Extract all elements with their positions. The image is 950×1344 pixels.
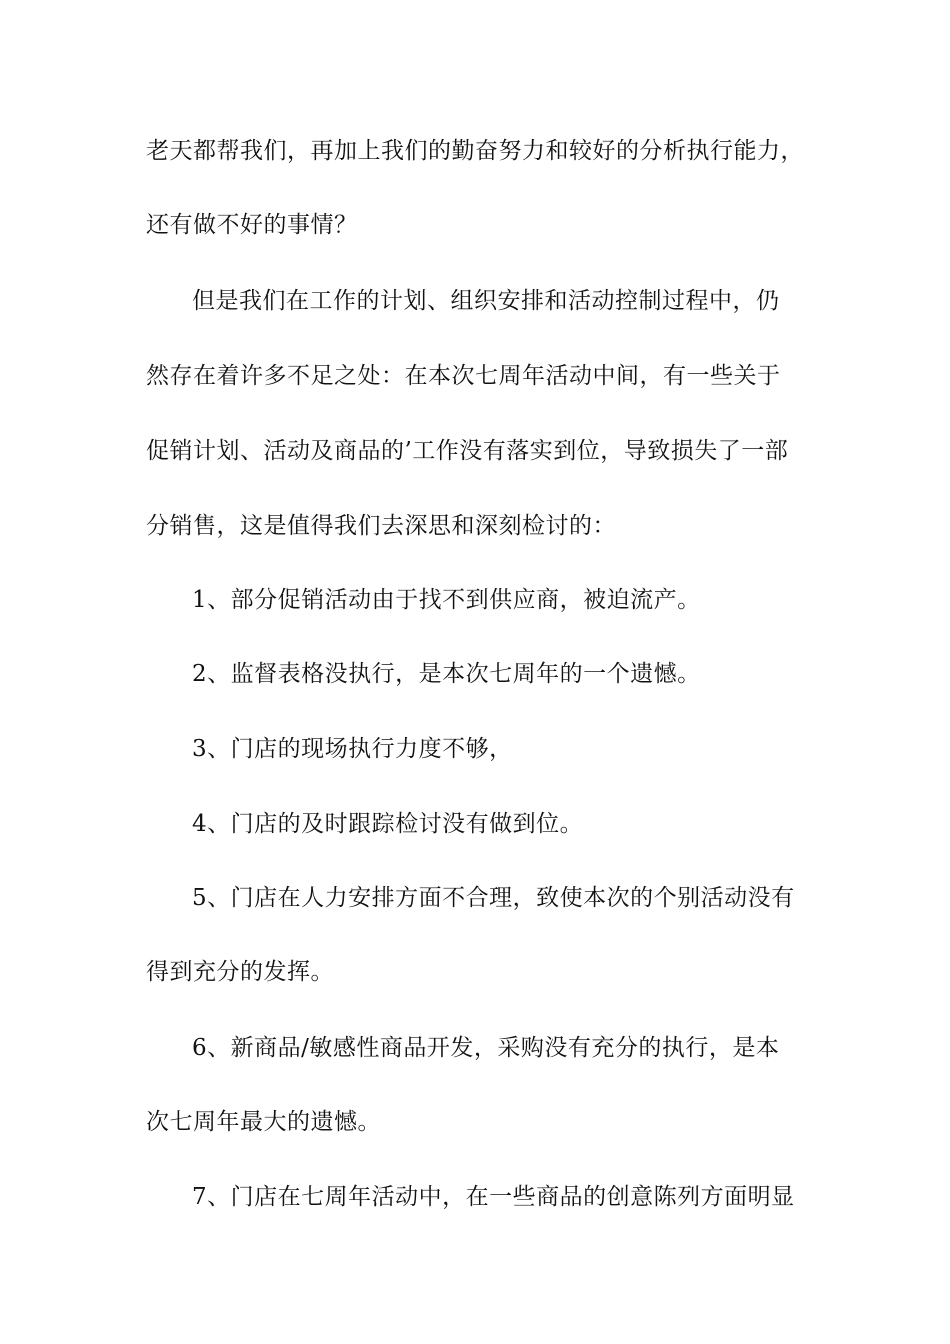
text-line: 但是我们在工作的计划、组织安排和活动控制过程中，仍 — [192, 288, 780, 314]
list-item: 7、门店在七周年活动中，在一些商品的创意陈列方面明显 — [192, 1184, 795, 1210]
text-line: 促销计划、活动及商品的’工作没有落实到位，导致损失了一部 — [146, 438, 789, 464]
list-item: 1、部分促销活动由于找不到供应商，被迫流产。 — [192, 587, 701, 613]
text-line: 得到充分的发挥。 — [146, 959, 334, 985]
text-line: 老天都帮我们，再加上我们的勤奋努力和较好的分析执行能力， — [146, 138, 804, 164]
text-line: 分销售，这是值得我们去深思和深刻检讨的： — [146, 513, 616, 539]
list-item: 5、门店在人力安排方面不合理，致使本次的个别活动没有 — [192, 885, 795, 911]
list-item: 3、门店的现场执行力度不够， — [192, 736, 513, 762]
list-item: 2、监督表格没执行，是本次七周年的一个遗憾。 — [192, 661, 701, 687]
text-line: 还有做不好的事情？ — [146, 212, 358, 238]
list-item: 4、门店的及时跟踪检讨没有做到位。 — [192, 811, 584, 837]
list-item: 6、新商品/敏感性商品开发，采购没有充分的执行，是本 — [192, 1035, 780, 1061]
text-line: 次七周年最大的遗憾。 — [146, 1109, 381, 1135]
text-line: 然存在着许多不足之处：在本次七周年活动中间，有一些关于 — [146, 363, 781, 389]
